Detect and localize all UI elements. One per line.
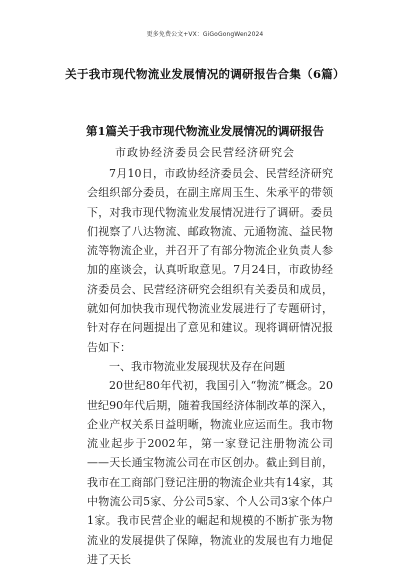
body-text: [87, 164, 333, 569]
author-line: 市政协经济委员会民营经济研究会: [115, 146, 295, 159]
paragraph: 7月10日，市政协经济委员会、民营经济研究会组织部分委员，在副主席周玉生、朱承平的带领下，对我市现代物流业发展情况进行了调研。委员们视察了八达物流、邮政物流、元通物流、益民物流等物流企业，并召开了有部分物流企业负责人参加的座谈会，认真听取意见。7月24日，市政协经济委员会、民营经济研究会组织有关委员和成员，就如何加快我市现代物流业发展进行了专题研讨，针对存在问题提出了意见和建议。现将调研情况报告如下：: [87, 167, 333, 354]
section-title: 第1篇关于我市现代物流业发展情况的调研报告: [86, 124, 324, 138]
document-title: 关于我市现代物流业发展情况的调研报告合集（6篇）: [65, 67, 345, 81]
section-heading: 一、我市物流业发展现状及存在问题: [109, 359, 285, 373]
header-note: 更多免费公文+VX：GiGoGongWen2024: [146, 31, 264, 38]
paragraph: 20世纪80年代初，我国引入“物流”概念。20世纪90年代后期，随着我国经济体制改革的深入，企业产权关系日益明晰，物流业应运而生。我市物流业起步于2002年，第一家登记注册物流公司——天长通宝物流公司在市区创办。截止到目前，我市在工商部门登记注册的物流企业共有14家，其中物流公司5家、分公司5家、个人公司3家个体户1家。我市民营企业的崛起和规模的不断扩张为物流业的发展提供了保障，物流业的发展也有力地促进了天长: [87, 379, 333, 566]
